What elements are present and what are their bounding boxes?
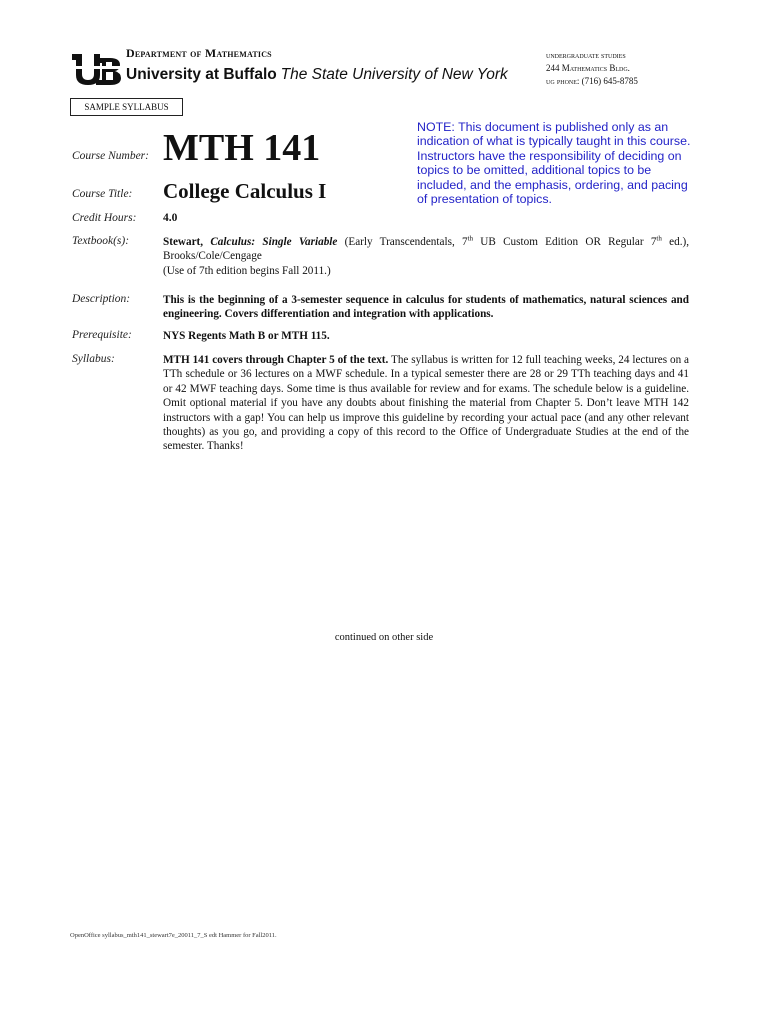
syllabus-label: Syllabus: <box>72 353 115 365</box>
credit-hours-label: Credit Hours: <box>72 212 137 224</box>
description-text: This is the beginning of a 3-semester sequence in calculus for students of mathematics, natural sciences and engineering. Covers differentiation and integration with applications. <box>163 294 689 321</box>
textbook-entry <box>163 235 689 278</box>
syllabus-text <box>163 353 689 454</box>
textbook-note: (Use of 7th edition begins Fall 2011.) <box>163 264 331 277</box>
course-number: MTH 141 <box>163 127 321 169</box>
university-subtitle: The State University of New York <box>280 66 508 83</box>
prerequisite-text: NYS Regents Math B or MTH 115. <box>163 330 330 342</box>
prerequisite-label: Prerequisite: <box>72 329 132 341</box>
credit-hours-value: 4.0 <box>163 212 178 224</box>
textbook-edition-1: (Early Transcendentals, 7 <box>344 236 468 248</box>
textbook-edition-3: ed.), Brooks/Cole/Cengage <box>163 236 690 263</box>
syllabus-lead: MTH 141 covers through Chapter 5 of the text. <box>163 354 389 366</box>
course-number-label: Course Number: <box>72 150 149 162</box>
department-name: Department of Mathematics <box>126 46 272 60</box>
sample-syllabus-badge: SAMPLE SYLLABUS <box>70 98 183 116</box>
office-info <box>546 49 638 88</box>
university-line <box>126 66 508 84</box>
footer-filename: OpenOffice syllabus_mth141_stewart7e_20011_7_S edt Hammer for Fall2011. <box>70 932 277 939</box>
course-title: College Calculus I <box>163 179 327 203</box>
office-address: 244 Mathematics Bldg. <box>546 63 630 73</box>
office-phone <box>546 75 638 88</box>
phone-label: ug phone: <box>546 76 580 86</box>
textbook-author: Stewart, <box>163 236 204 248</box>
textbook-sup-2: th <box>656 234 662 243</box>
phone-number: (716) 645-8785 <box>581 76 638 86</box>
textbook-sup-1: th <box>467 234 474 243</box>
disclaimer-note: NOTE: This document is published only as an indication of what is typically taught in this course. Instructors have the responsibility of deciding on topics to be omitted, additional topics to be included, and the emphasis, ordering, and pacing of presentation of topics. <box>417 120 691 207</box>
university-name: University at Buffalo <box>126 66 277 83</box>
textbooks-label: Textbook(s): <box>72 235 130 247</box>
textbook-title: Calculus: Single Variable <box>210 236 338 248</box>
textbook-edition-2: UB Custom Edition OR Regular 7 <box>473 236 657 248</box>
description-label: Description: <box>72 293 131 305</box>
syllabus-body: The syllabus is written for 12 full teaching weeks, 24 lectures on a TTh schedule or 36 lectures on a MWF schedule. In a typical semester there are 28 or 29 TTh teaching days and 41 or 42 MWF teaching days. Some time is thus available for review and for exams. The schedule below is a guideline. Omit optional material if you have any doubts about finishing the material from Chapter 5. Don’t leave MTH 142 instructors with a gap! You can help us improve this guideline by recording your actual pace (and any other relevant thoughts) as you go, and providing a copy of this record to the Office of Undergraduate Studies at the end of the semester. Thanks! <box>163 354 689 453</box>
ub-logo-icon <box>70 52 122 86</box>
continued-note: continued on other side <box>334 632 434 643</box>
course-title-label: Course Title: <box>72 188 133 200</box>
office-name: undergraduate studies <box>546 51 626 60</box>
